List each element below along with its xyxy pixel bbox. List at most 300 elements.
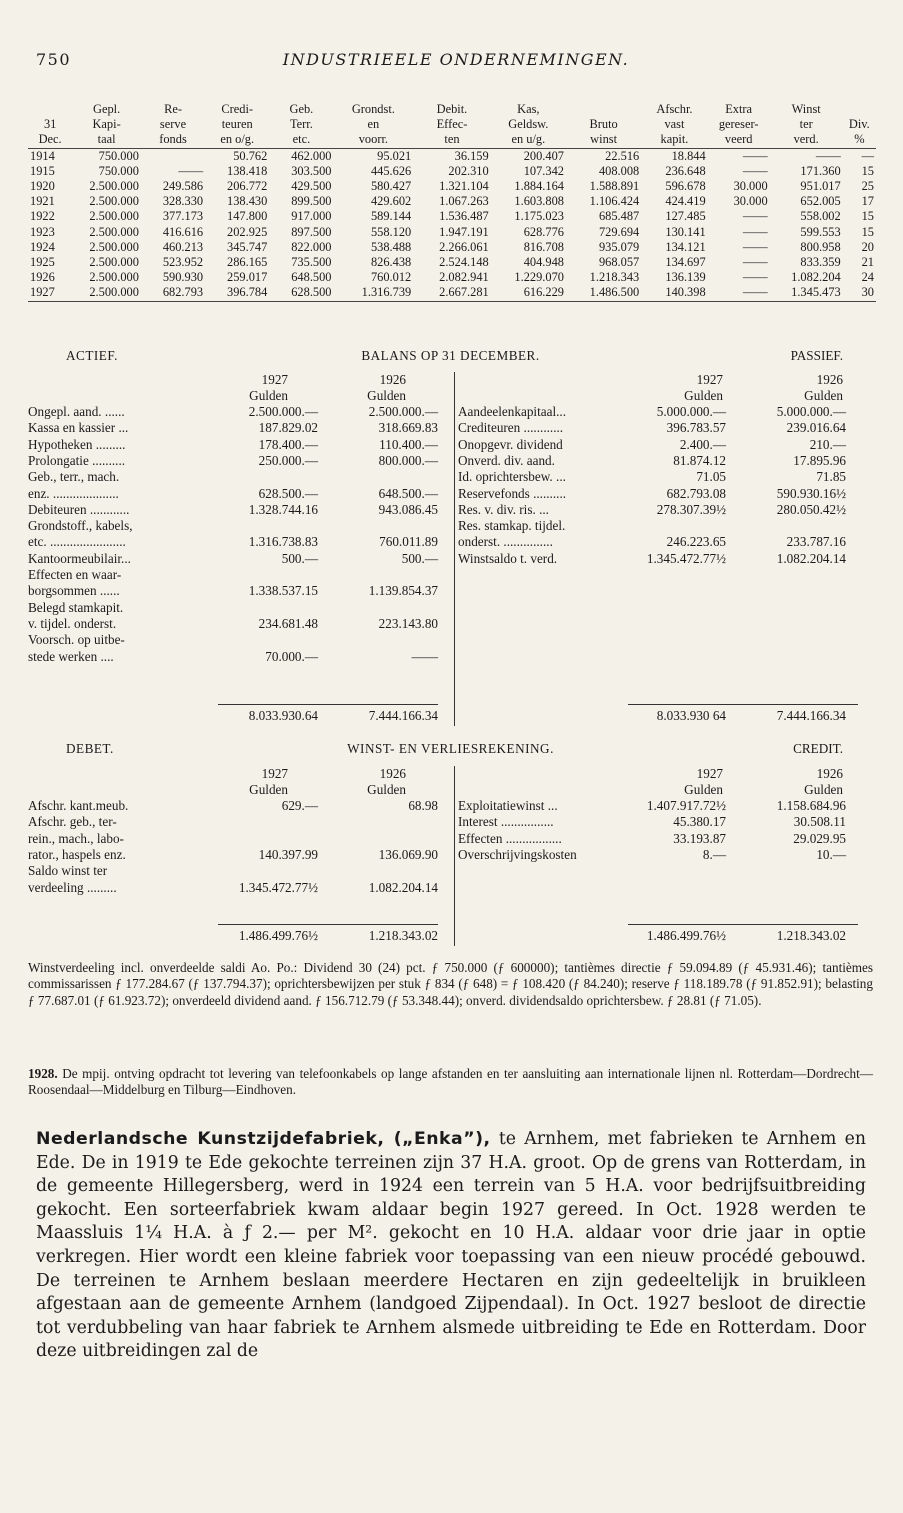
right-entry-row xyxy=(458,831,873,847)
table-cell: 2.500.000 xyxy=(89,224,139,239)
table-cell: 968.057 xyxy=(598,255,640,270)
table-row xyxy=(28,148,876,164)
table-cell: 2.500.000 xyxy=(72,285,141,301)
table-cell: 2.500.000 xyxy=(89,194,139,209)
entry-label: Grondstoff., kabels, xyxy=(28,518,133,534)
table-cell: —— xyxy=(708,285,770,301)
table-cell: 822.000 xyxy=(291,239,332,254)
entry-value-1926: —— xyxy=(411,648,438,664)
table-header-cell: Credi- xyxy=(221,102,254,116)
table-row xyxy=(28,194,876,209)
entry-value-1927: 70.000.— xyxy=(265,648,318,664)
entry-value-1926: 223.143.80 xyxy=(378,615,438,631)
left-entry-row xyxy=(28,831,448,847)
table-cell: 1920 xyxy=(30,179,55,194)
entry-label: verdeeling ......... xyxy=(28,879,117,895)
left-entry-row xyxy=(28,469,448,485)
table-header-cell: Grondst. xyxy=(351,102,395,116)
right-entry-row xyxy=(458,502,873,518)
entry-value-1926: 500.— xyxy=(401,550,438,566)
table-cell: 429.602 xyxy=(370,194,412,209)
entry-value-1926: 1.082.204.14 xyxy=(776,550,846,566)
table-cell: 596.678 xyxy=(665,179,706,194)
table-header-cell: vast xyxy=(664,117,685,132)
table-cell: 1.082.204 xyxy=(791,270,841,285)
left-entry-row xyxy=(28,600,448,616)
table-header-cell: Geldsw. xyxy=(508,117,549,132)
table-cell: 917.000 xyxy=(291,209,332,224)
left-col-head xyxy=(218,766,288,798)
entry-value-1926: 1.139.854.37 xyxy=(368,583,438,599)
table-header-cell: Terr. xyxy=(289,117,313,132)
entry-value-1927: 234.681.48 xyxy=(258,615,318,631)
entry-value-1926: 136.069.90 xyxy=(378,846,438,862)
page-number: 750 xyxy=(36,50,72,69)
table-cell: 589.144 xyxy=(370,209,412,224)
left-entry-row xyxy=(28,453,448,469)
table-cell: 2.500.000 xyxy=(89,179,139,194)
table-row xyxy=(28,179,876,194)
left-entry-row xyxy=(28,404,448,420)
table-cell: 1.486.500 xyxy=(566,285,641,301)
table-cell: —— xyxy=(742,224,768,239)
table-cell: 1922 xyxy=(30,209,55,224)
table-cell: 18.844 xyxy=(641,148,707,164)
entry-value-1927: 178.400.— xyxy=(258,436,318,452)
entry-label: Winstsaldo t. verd. xyxy=(458,550,558,566)
table-header-cell: Kapi- xyxy=(92,117,121,132)
table-cell: 1914 xyxy=(28,148,72,164)
entry-label: Prolongatie .......... xyxy=(28,452,126,468)
entry-value-1927: 246.223.65 xyxy=(666,534,726,550)
left-entry-row xyxy=(28,518,448,534)
total-1927: 1.486.499.76½ xyxy=(646,928,726,943)
running-title: INDUSTRIEELE ONDERNEMINGEN. xyxy=(282,50,630,69)
table-cell: 1925 xyxy=(30,255,55,270)
financial-history-table xyxy=(28,102,876,302)
col-year: 1927 xyxy=(696,766,723,781)
right-entry-row xyxy=(458,437,873,453)
running-head xyxy=(36,50,876,72)
table-cell: —— xyxy=(742,163,768,178)
table-header-cell: fonds xyxy=(159,132,187,147)
right-entry-row xyxy=(458,534,873,550)
entry-label: Voorsch. op uitbe- xyxy=(28,632,125,648)
right-entry-row xyxy=(458,453,873,469)
left-entry-row xyxy=(28,616,448,632)
entry-value-1927: 187.829.02 xyxy=(258,420,318,436)
entry-value-1927: 45.380.17 xyxy=(673,814,726,830)
entry-label: Crediteuren ............ xyxy=(458,420,564,436)
entry-value-1927: 682.793.08 xyxy=(666,485,726,501)
table-cell: 328.330 xyxy=(162,194,204,209)
entry-value-1927: 71.05 xyxy=(696,469,726,485)
col-year: 1927 xyxy=(261,372,288,387)
table-cell: 800.958 xyxy=(800,239,841,254)
table-cell: 2.667.281 xyxy=(413,285,490,301)
table-cell: 538.488 xyxy=(370,239,412,254)
table-header-cell: en u/g. xyxy=(511,132,546,147)
entry-label: Afschr. kant.meub. xyxy=(28,798,129,813)
table-cell: —— xyxy=(742,239,768,254)
table-header-cell: en o/g. xyxy=(220,132,255,147)
entry-label: Res. stamkap. tijdel. xyxy=(458,518,566,534)
table-cell: 897.500 xyxy=(291,224,332,239)
left-entry-row xyxy=(28,649,448,665)
entry-label: etc. ....................... xyxy=(28,534,126,550)
table-cell: —— xyxy=(708,148,770,164)
table-cell: 462.000 xyxy=(269,148,333,164)
left-entry-row xyxy=(28,437,448,453)
entry-value-1927: 1.345.472.77½ xyxy=(646,550,726,566)
table-cell: 424.419 xyxy=(665,194,706,209)
table-cell: 1.175.023 xyxy=(514,209,564,224)
table-cell: 107.342 xyxy=(523,163,564,178)
table-cell: 286.165 xyxy=(227,255,268,270)
table-cell: 249.586 xyxy=(162,179,204,194)
table-cell: 1.603.808 xyxy=(514,194,564,209)
right-total-row xyxy=(458,708,873,724)
col-unit: Gulden xyxy=(249,782,288,797)
table-cell: 590.930 xyxy=(162,270,204,285)
entry-value-1927: 5.000.000.— xyxy=(656,404,726,419)
table-cell: 558.120 xyxy=(370,224,412,239)
entry-label: Res. v. div. ris. ... xyxy=(458,501,549,517)
entry-label: Kantoormeubilair... xyxy=(28,550,131,566)
table-header-row xyxy=(28,102,876,117)
winst-heading xyxy=(28,741,873,757)
table-header-cell: taal xyxy=(97,132,116,147)
table-cell: 682.793 xyxy=(141,285,205,301)
table-cell: 652.005 xyxy=(800,194,841,209)
left-col-head xyxy=(336,766,406,798)
total-1927: 1.486.499.76½ xyxy=(238,928,318,943)
entry-value-1926: 17.895.96 xyxy=(793,452,846,468)
table-cell: 580.427 xyxy=(370,179,412,194)
table-cell: 816.708 xyxy=(523,239,564,254)
entry-value-1926: 2.500.000.— xyxy=(368,404,438,419)
balans-title: BALANS OP 31 DECEMBER. xyxy=(361,348,540,363)
right-entry-row xyxy=(458,469,873,485)
table-header-cell: Afschr. xyxy=(656,102,693,116)
table-cell: 345.747 xyxy=(227,239,268,254)
table-cell: 130.141 xyxy=(665,224,706,239)
entry-value-1926: 71.85 xyxy=(816,469,846,485)
table-cell: —— xyxy=(742,209,768,224)
entry-label: Afschr. geb., ter- xyxy=(28,814,117,830)
right-entry-row xyxy=(458,420,873,436)
right-entry-row xyxy=(458,814,873,830)
table-cell: 202.925 xyxy=(227,224,268,239)
table-cell: 729.694 xyxy=(598,224,640,239)
left-entry-row xyxy=(28,880,448,896)
entry-label: Debiteuren ............ xyxy=(28,501,130,517)
entry-value-1927: 2.500.000.— xyxy=(248,404,318,419)
table-cell: 30 xyxy=(843,285,876,301)
balans-heading xyxy=(28,348,873,364)
table-cell: 15 xyxy=(861,163,874,178)
table-cell: 140.398 xyxy=(641,285,707,301)
article-text: te Arnhem, met fabrieken te Arnhem en Ede. De in 1919 te Ede gekochte terreinen zijn 37 H.A. groot. Op de grens van Rotterdam, in de gemeente Hillegersberg, werd in 1924 een terrein van 5 H.A. voor bedrijfsuitbreiding gekocht. Een sorteerfabriek kwam aldaar begin 1927 gereed. In Oct. 1928 werden te Maassluis 1¼ H.A. à ƒ 2.— per M². gekocht en 10 H.A. aldaar voor drie jaar in optie verkregen. Hier wordt een kleine fabriek voor toepassing van een nieuw procédé gebouwd. De terreinen te Arnhem beslaan meerdere Hectaren en zijn gedeeltelijk in bruikleen afgestaan aan de gemeente Arnhem (landgoed Zijpendaal). In Oct. 1927 besloot de directie tot verdubbeling van haar fabriek te Arnhem alsmede uitbreiding te Ede en Rotterdam. Door deze uitbreidingen zal de xyxy=(36,1129,867,1362)
entry-value-1926: 210.— xyxy=(809,436,846,452)
entry-value-1926: 110.400.— xyxy=(379,436,438,452)
total-rule xyxy=(218,924,438,925)
table-cell: —— xyxy=(770,148,843,164)
entry-value-1926: 280.050.42½ xyxy=(776,501,846,517)
entry-label: Overschrijvingskosten xyxy=(458,846,577,862)
entry-value-1926: 1.158.684.96 xyxy=(776,798,846,813)
entry-value-1927: 278.307.39½ xyxy=(656,501,726,517)
note-1928-text: De mpij. ontving opdracht tot levering van telefoonkabels op lange afstanden en ter aansluiting aan internationale lijnen nl. Rotterdam—Dordrecht—Roosendaal—Middelburg en Tilburg—Eindhoven. xyxy=(28,1066,873,1098)
left-entry-row xyxy=(28,798,448,814)
entry-label: Interest ................ xyxy=(458,814,554,830)
table-cell: 760.012 xyxy=(370,270,412,285)
table-cell: 36.159 xyxy=(413,148,490,164)
table-cell: 303.500 xyxy=(291,163,332,178)
table-cell: 648.500 xyxy=(291,270,332,285)
table-cell: 2.500.000 xyxy=(89,255,139,270)
table-cell: 628.776 xyxy=(523,224,564,239)
table-cell: 15 xyxy=(861,224,874,239)
table-cell: 138.418 xyxy=(227,163,268,178)
winst-section xyxy=(28,766,873,948)
col-unit: Gulden xyxy=(684,782,723,797)
table-header-cell: Bruto xyxy=(589,117,618,132)
entry-value-1926: 30.508.11 xyxy=(793,814,846,830)
table-header-cell: etc. xyxy=(292,132,311,147)
entry-value-1926: 590.930.16½ xyxy=(776,485,846,501)
entry-label: v. tijdel. onderst. xyxy=(28,615,117,631)
entry-label: Hypotheken ......... xyxy=(28,436,126,452)
center-divider xyxy=(454,766,455,946)
table-cell xyxy=(141,148,205,164)
table-cell: 599.553 xyxy=(800,224,841,239)
table-row xyxy=(28,225,876,240)
total-1926: 7.444.166.34 xyxy=(368,708,438,723)
entry-label: Effecten en waar- xyxy=(28,567,122,582)
table-cell: 1921 xyxy=(30,194,55,209)
left-entry-row xyxy=(28,534,448,550)
entry-label: Aandeelenkapitaal... xyxy=(458,404,567,419)
table-cell: 750.000 xyxy=(98,163,139,178)
entry-value-1926: 68.98 xyxy=(408,798,438,813)
table-cell: 138.430 xyxy=(227,194,268,209)
table-header-cell: Dec. xyxy=(38,132,62,147)
table-cell: 1.218.343 xyxy=(589,270,640,285)
col-year: 1926 xyxy=(379,766,406,781)
table-row xyxy=(28,270,876,285)
table-cell: 171.360 xyxy=(800,163,841,178)
table-cell: 1.588.891 xyxy=(589,179,640,194)
entry-value-1926: 5.000.000.— xyxy=(776,404,846,419)
table-cell: 558.002 xyxy=(800,209,841,224)
table-row xyxy=(28,285,876,301)
right-total-row xyxy=(458,928,873,944)
table-row xyxy=(28,164,876,179)
col-year: 1927 xyxy=(696,372,723,387)
table-cell: 1.106.424 xyxy=(589,194,640,209)
table-cell: —— xyxy=(742,255,768,270)
table-cell: 136.139 xyxy=(665,270,706,285)
table-header-cell: en xyxy=(367,117,380,132)
table-cell: 1924 xyxy=(30,239,55,254)
left-col-head xyxy=(218,372,288,404)
col-year: 1926 xyxy=(379,372,406,387)
entry-value-1927: 1.316.738.83 xyxy=(248,534,318,550)
table-cell: 95.021 xyxy=(334,148,414,164)
table-cell: 202.310 xyxy=(448,163,489,178)
entry-label: Ongepl. aand. ...... xyxy=(28,404,125,419)
entry-label: Onopgevr. dividend xyxy=(458,436,563,452)
col-unit: Gulden xyxy=(804,782,843,797)
col-unit: Gulden xyxy=(367,782,406,797)
left-entry-row xyxy=(28,420,448,436)
center-divider xyxy=(454,372,455,726)
table-cell: — xyxy=(843,148,876,164)
entry-value-1927: 1.345.472.77½ xyxy=(238,879,318,895)
left-total-row xyxy=(28,708,448,724)
table-header-cell: kapit. xyxy=(660,132,689,147)
right-entry-row xyxy=(458,847,873,863)
entry-label: Onverd. div. aand. xyxy=(458,452,555,468)
table-header-cell: Effec- xyxy=(436,117,468,132)
entry-label: Saldo winst ter xyxy=(28,863,108,879)
entry-label: Id. oprichtersbew. ... xyxy=(458,469,566,485)
right-entry-row xyxy=(458,518,873,534)
entry-label: stede werken .... xyxy=(28,648,114,664)
entry-value-1926: 648.500.— xyxy=(378,485,438,501)
credit-caption: CREDIT. xyxy=(793,741,843,756)
table-header-cell: Kas, xyxy=(517,102,540,116)
table-header-cell xyxy=(566,102,641,117)
left-entry-row xyxy=(28,632,448,648)
table-row xyxy=(28,240,876,255)
entry-label: enz. .................... xyxy=(28,485,119,501)
table-cell: 826.438 xyxy=(370,255,412,270)
table-cell: 1923 xyxy=(30,224,55,239)
entry-label: Reservefonds .......... xyxy=(458,485,567,501)
table-cell: 404.948 xyxy=(523,255,564,270)
table-cell: 21 xyxy=(861,255,874,270)
table-cell: 685.487 xyxy=(598,209,640,224)
total-rule xyxy=(628,924,858,925)
table-cell: 523.952 xyxy=(162,255,204,270)
table-cell: 24 xyxy=(861,270,874,285)
entry-label: Kassa en kassier ... xyxy=(28,420,129,436)
col-unit: Gulden xyxy=(684,388,723,403)
table-header-cell: Winst xyxy=(791,102,821,116)
left-col-head xyxy=(336,372,406,404)
note-1928-year: 1928. xyxy=(28,1066,58,1081)
table-cell: —— xyxy=(742,270,768,285)
right-col-head xyxy=(773,372,843,404)
table-cell: 1.884.164 xyxy=(514,179,564,194)
entry-value-1927: 33.193.87 xyxy=(673,830,726,846)
entry-value-1926: 10.— xyxy=(816,846,846,862)
total-1926: 1.218.343.02 xyxy=(368,928,438,943)
table-row xyxy=(28,255,876,270)
left-entry-row xyxy=(28,567,448,583)
table-cell: 1.345.473 xyxy=(770,285,843,301)
table-header-cell: 31 xyxy=(43,117,57,132)
table-cell: 445.626 xyxy=(370,163,412,178)
entry-value-1927: 2.400.— xyxy=(679,436,726,452)
left-entry-row xyxy=(28,486,448,502)
table-cell: 22.516 xyxy=(566,148,641,164)
total-rule xyxy=(628,704,858,705)
table-header-cell: ter xyxy=(799,117,813,132)
left-entry-row xyxy=(28,847,448,863)
table-cell: 396.784 xyxy=(205,285,269,301)
entry-value-1926: 1.082.204.14 xyxy=(368,879,438,895)
table-header-row xyxy=(28,132,876,148)
table-cell: 50.762 xyxy=(205,148,269,164)
table-header-cell: voorr. xyxy=(358,132,388,147)
table-cell: 1.321.104 xyxy=(439,179,489,194)
table-cell: 2.500.000 xyxy=(89,270,139,285)
table-cell: 2.524.148 xyxy=(439,255,489,270)
table-cell: 616.229 xyxy=(491,285,566,301)
entry-label: rein., mach., labo- xyxy=(28,830,124,846)
entry-value-1927: 8.— xyxy=(702,846,726,862)
table-cell: 134.697 xyxy=(665,255,706,270)
table-cell: 1915 xyxy=(30,163,55,178)
total-1927: 8.033.930 64 xyxy=(656,708,726,723)
total-1926: 1.218.343.02 xyxy=(776,928,846,943)
table-cell: 1.229.070 xyxy=(514,270,564,285)
total-rule xyxy=(218,704,438,705)
total-1927: 8.033.930.64 xyxy=(248,708,318,723)
entry-label: onderst. ............... xyxy=(458,534,553,550)
entry-label: Belegd stamkapit. xyxy=(28,599,124,615)
balans-section xyxy=(28,372,873,732)
table-header-cell: Geb. xyxy=(289,102,314,116)
table-header-cell xyxy=(28,102,72,117)
table-cell: 25 xyxy=(861,179,874,194)
left-entry-row xyxy=(28,863,448,879)
left-entry-row xyxy=(28,502,448,518)
right-col-head xyxy=(773,766,843,798)
table-row xyxy=(28,209,876,224)
table-cell: 134.121 xyxy=(665,239,706,254)
table-cell: 1.536.487 xyxy=(439,209,489,224)
table-cell: 377.173 xyxy=(162,209,204,224)
table-header-cell: Div. xyxy=(848,117,870,132)
entry-label: Effecten ................. xyxy=(458,830,562,846)
total-1926: 7.444.166.34 xyxy=(776,708,846,723)
table-cell: 206.772 xyxy=(227,179,268,194)
table-cell: 935.079 xyxy=(598,239,640,254)
entry-value-1926: 318.669.83 xyxy=(378,420,438,436)
col-year: 1927 xyxy=(261,766,288,781)
entry-value-1926: 29.029.95 xyxy=(793,830,846,846)
left-entry-row xyxy=(28,551,448,567)
table-cell: 2.082.941 xyxy=(439,270,489,285)
winstverdeeling-note: Winstverdeeling incl. onverdeelde saldi Ao. Po.: Dividend 30 (24) pct. ƒ 750.000 (ƒ 600000); tantièmes directie ƒ 59.094.89 (ƒ 45.931.46); tantièmes commissarissen ƒ 177.284.67 (ƒ 137.794.37); oprichtersbewijzen per stuk ƒ 834 (ƒ 648) = ƒ 108.420 (ƒ 84.240); reserve ƒ 118.189.78 (ƒ 91.852.91); belasting ƒ 77.687.01 (ƒ 61.923.72); onverdeeld dividend aand. ƒ 156.712.79 (ƒ 53.348.44); onverd. dividendsaldo oprichtersbew. ƒ 28.81 (ƒ 71.05). xyxy=(28,960,873,1008)
table-cell: 30.000 xyxy=(733,179,768,194)
entry-value-1927: 628.500.— xyxy=(258,485,318,501)
table-header-row xyxy=(28,117,876,132)
entry-value-1927: 250.000.— xyxy=(258,452,318,468)
col-unit: Gulden xyxy=(367,388,406,403)
entry-value-1927: 140.397.99 xyxy=(258,846,318,862)
table-cell: 1927 xyxy=(28,285,72,301)
table-cell: 1926 xyxy=(30,270,55,285)
table-cell: 899.500 xyxy=(291,194,332,209)
table-cell: 127.485 xyxy=(665,209,706,224)
note-1928 xyxy=(28,1066,873,1099)
entry-label: rator., haspels enz. xyxy=(28,846,126,862)
